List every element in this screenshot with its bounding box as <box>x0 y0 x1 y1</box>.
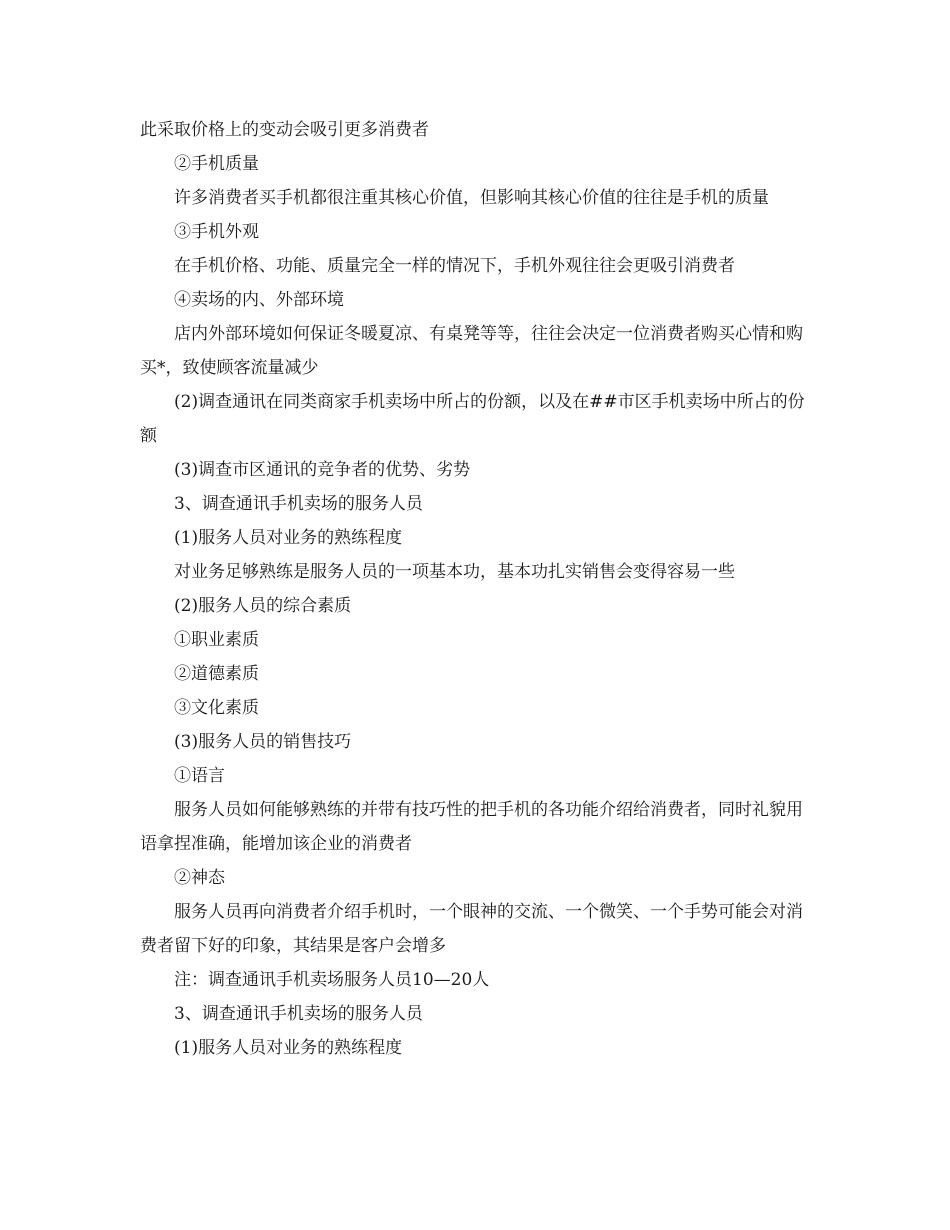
paragraph: 店内外部环境如何保证冬暖夏凉、有桌凳等等，往往会决定一位消费者购买心情和购买*，致使顾客流量减少 <box>140 324 803 378</box>
paragraph: (1)服务人员对业务的熟练程度 <box>174 1038 403 1058</box>
paragraph: 注：调查通讯手机卖场服务人员10—20人 <box>174 970 490 990</box>
paragraph: 3、调查通讯手机卖场的服务人员 <box>174 1004 423 1024</box>
paragraph: ①职业素质 <box>174 630 259 650</box>
paragraph: ②手机质量 <box>174 154 259 174</box>
paragraph: (3)调查市区通讯的竞争者的优势、劣势 <box>174 460 471 480</box>
paragraph: (2)调查通讯在同类商家手机卖场中所占的份额，以及在##市区手机卖场中所占的份额 <box>140 392 805 446</box>
paragraph: 3、调查通讯手机卖场的服务人员 <box>174 494 423 514</box>
paragraph: 服务人员如何能够熟练的并带有技巧性的把手机的各功能介绍给消费者，同时礼貌用语拿捏准确，能增加该企业的消费者 <box>140 800 803 854</box>
paragraph: ④卖场的内、外部环境 <box>174 290 344 310</box>
document-body <box>140 113 812 1065</box>
paragraph: (2)服务人员的综合素质 <box>174 596 352 616</box>
paragraph: ③文化素质 <box>174 698 259 718</box>
paragraph: (1)服务人员对业务的熟练程度 <box>174 528 403 548</box>
paragraph: ②神态 <box>174 868 225 888</box>
paragraph: 服务人员再向消费者介绍手机时，一个眼神的交流、一个微笑、一个手势可能会对消费者留下好的印象，其结果是客户会增多 <box>140 902 803 956</box>
paragraph: 许多消费者买手机都很注重其核心价值，但影响其核心价值的往往是手机的质量 <box>174 188 769 208</box>
paragraph: ①语言 <box>174 766 225 786</box>
paragraph: ③手机外观 <box>174 222 259 242</box>
paragraph: (3)服务人员的销售技巧 <box>174 732 352 752</box>
paragraph: 在手机价格、功能、质量完全一样的情况下，手机外观往往会更吸引消费者 <box>174 256 735 276</box>
paragraph: 对业务足够熟练是服务人员的一项基本功，基本功扎实销售会变得容易一些 <box>174 562 735 582</box>
paragraph: ②道德素质 <box>174 664 259 684</box>
paragraph: 此采取价格上的变动会吸引更多消费者 <box>140 120 429 140</box>
